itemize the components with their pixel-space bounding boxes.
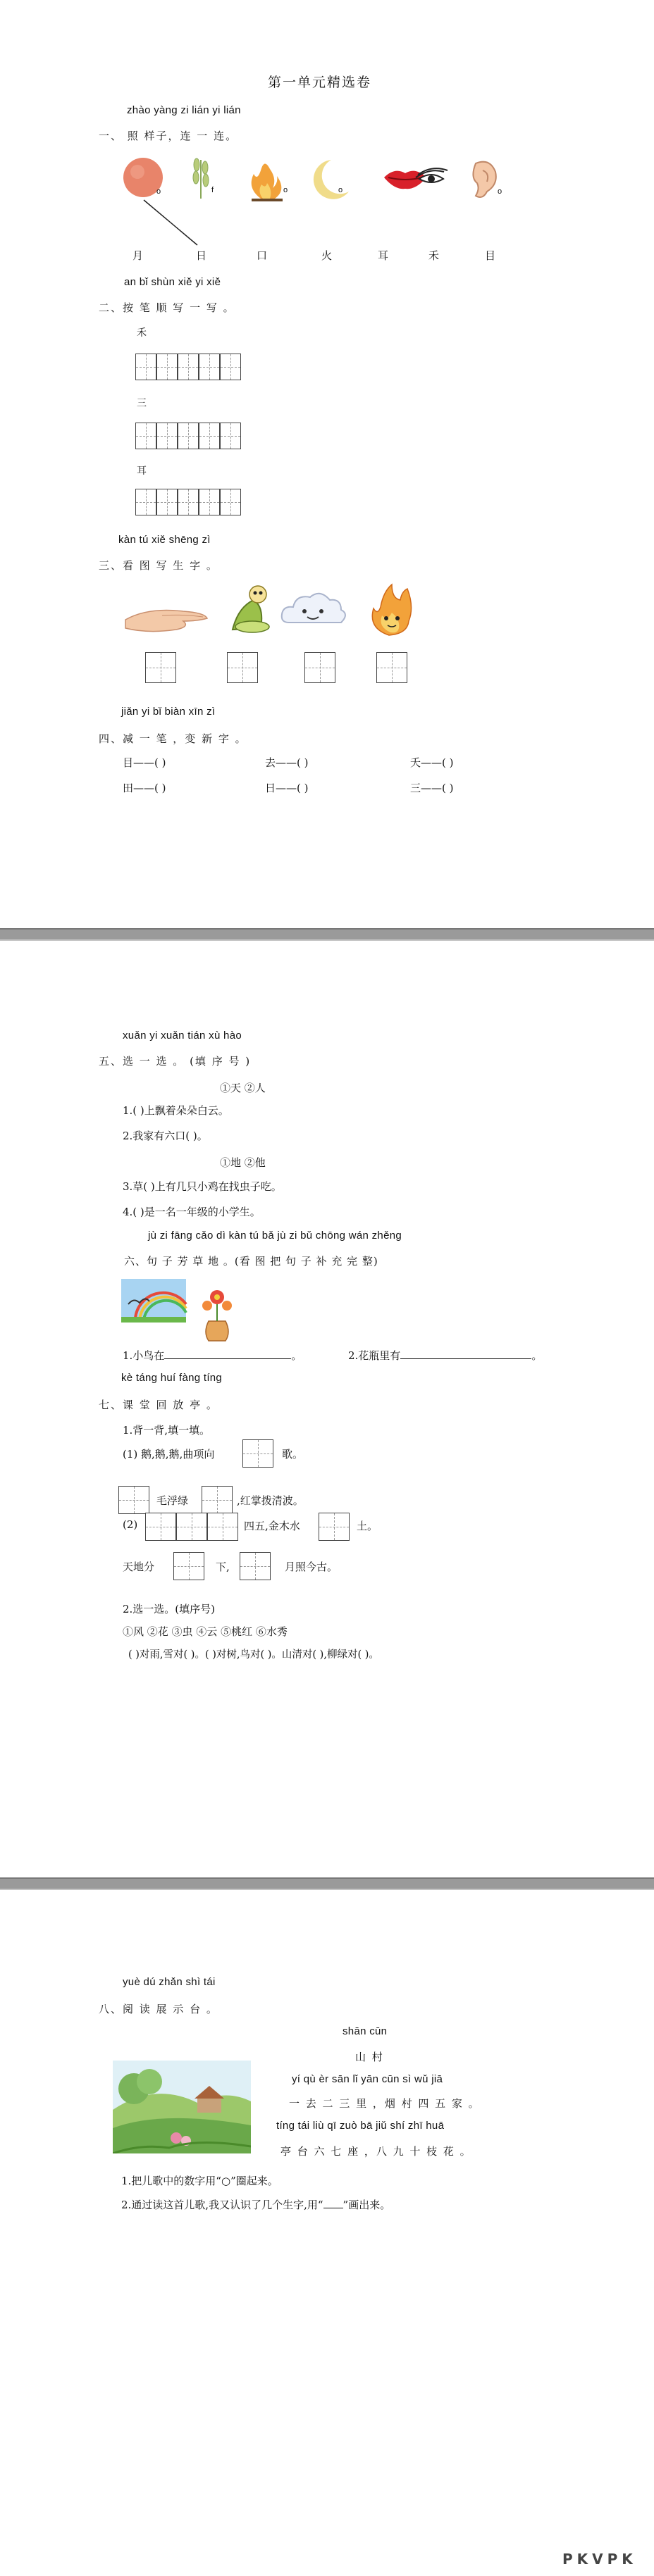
q5-sentence: 1.( )上飘着朵朵白云。 bbox=[123, 1104, 229, 1117]
q2-char-3: 耳 bbox=[137, 465, 148, 477]
q5-sentence: 3.草( )上有几只小鸡在找虫子吃。 bbox=[123, 1180, 282, 1193]
fire-face-icon bbox=[372, 584, 411, 635]
writing-box[interactable] bbox=[135, 489, 156, 515]
poem-line-2-pinyin: tíng tái liù qī zuò bā jiǔ shí zhī huā bbox=[276, 2120, 445, 2132]
village-illustration bbox=[113, 2061, 251, 2153]
q5-sentence: 4.( )是一名一年级的小学生。 bbox=[123, 1206, 261, 1218]
writing-box[interactable] bbox=[156, 354, 178, 380]
writing-box[interactable] bbox=[145, 1513, 176, 1541]
page-separator bbox=[0, 1877, 654, 1890]
writing-box[interactable] bbox=[207, 1513, 238, 1541]
q5-label: 五、选 一 选 。 (填 序 号 ) bbox=[99, 1055, 252, 1068]
q7-line-3a: (2) bbox=[123, 1518, 138, 1531]
moon-icon bbox=[314, 160, 349, 199]
writing-box[interactable] bbox=[319, 1513, 350, 1541]
writing-box[interactable] bbox=[135, 354, 156, 380]
writing-box[interactable] bbox=[227, 652, 258, 683]
poem-line-1-pinyin: yí qù èr sān lǐ yān cūn sì wǔ jiā bbox=[292, 2073, 443, 2085]
task-2-text-b: ”画出来。 bbox=[343, 2199, 391, 2211]
q7-line-1a: (1) 鹅,鹅,鹅,曲项向 bbox=[123, 1448, 215, 1461]
writing-box[interactable] bbox=[220, 423, 241, 449]
writing-box[interactable] bbox=[178, 354, 199, 380]
q5-sentence: 2.我家有六口( )。 bbox=[123, 1130, 208, 1142]
q7-line-4c: 月照今古。 bbox=[285, 1561, 338, 1573]
q7-line-1b: 歌。 bbox=[282, 1448, 304, 1461]
poem-title-pinyin: shān cūn bbox=[343, 2025, 388, 2037]
q7-line-2b: ,红掌拨清波。 bbox=[237, 1494, 304, 1507]
q4-pinyin: jiǎn yi bǐ biàn xīn zì bbox=[121, 706, 216, 718]
q4-item: 夭——( ) bbox=[410, 756, 454, 769]
writing-box[interactable] bbox=[145, 652, 176, 683]
q3-image-row bbox=[120, 579, 444, 644]
q4-label: 四、减 一 笔 ，变 新 字 。 bbox=[99, 732, 247, 745]
q1-char-7: 目 bbox=[485, 249, 498, 262]
writing-box[interactable] bbox=[304, 652, 335, 683]
poem-line-1: 一 去 二 三 里 ，烟 村 四 五 家 。 bbox=[289, 2097, 481, 2110]
watermark-logo: PKVPK bbox=[562, 2551, 637, 2568]
q8-pinyin: yuè dú zhǎn shì tái bbox=[123, 1976, 216, 1988]
q6-label: 六、句 子 芳 草 地 。(看 图 把 句 子 补 充 完 整) bbox=[124, 1255, 378, 1268]
q6-sentence-1-text: 1.小鸟在 bbox=[123, 1349, 165, 1362]
q1-char-4: 火 bbox=[321, 249, 334, 262]
q1-letter-5: o bbox=[498, 187, 502, 196]
q4-item: 日——( ) bbox=[265, 782, 309, 794]
q7-line-2a: 毛浮绿 bbox=[156, 1494, 189, 1507]
bird-rainbow-icon bbox=[121, 1279, 186, 1323]
task-1: 1.把儿歌中的数字用“○”圈起来。 bbox=[121, 2175, 278, 2187]
q6-image-row bbox=[121, 1276, 248, 1344]
writing-box[interactable] bbox=[376, 652, 407, 683]
q3-pinyin: kàn tú xiě shēng zì bbox=[118, 534, 211, 546]
writing-box[interactable] bbox=[156, 423, 178, 449]
hand-icon bbox=[125, 611, 207, 632]
answer-line[interactable] bbox=[400, 1349, 531, 1359]
writing-box[interactable] bbox=[202, 1486, 233, 1514]
ear-icon bbox=[473, 162, 495, 197]
q4-item: 三——( ) bbox=[410, 782, 454, 794]
q4-item: 田——( ) bbox=[123, 782, 166, 794]
q7-line-3c: 土。 bbox=[357, 1520, 378, 1532]
writing-box[interactable] bbox=[156, 489, 178, 515]
q1-char-2: 日 bbox=[196, 249, 209, 262]
q4-item: 目——( ) bbox=[123, 756, 166, 769]
q2-pinyin: an bǐ shùn xiě yi xiě bbox=[124, 276, 221, 288]
writing-box[interactable] bbox=[178, 423, 199, 449]
writing-box[interactable] bbox=[176, 1513, 207, 1541]
writing-box[interactable] bbox=[199, 423, 220, 449]
q7-sub-1: 1.背一背,填一填。 bbox=[123, 1424, 211, 1437]
q1-char-5: 耳 bbox=[378, 249, 390, 262]
q8-label: 八、阅 读 展 示 台 。 bbox=[99, 2003, 218, 2015]
q2-char-1: 禾 bbox=[137, 327, 148, 339]
writing-box[interactable] bbox=[178, 489, 199, 515]
writing-box[interactable] bbox=[242, 1439, 273, 1468]
q1-char-3: 口 bbox=[257, 249, 269, 262]
q5-options-1: ①天 ②人 bbox=[220, 1082, 266, 1094]
poem-line-2: 亭 台 六 七 座 ，八 九 十 枝 花 。 bbox=[280, 2145, 472, 2158]
flower-vase-icon bbox=[202, 1290, 232, 1341]
q7-line-4b: 下, bbox=[216, 1561, 230, 1573]
fire-icon bbox=[252, 163, 283, 200]
underline-sample bbox=[323, 2198, 343, 2208]
q7-line-3b: 四五,金木水 bbox=[244, 1520, 300, 1532]
page-title: 第一单元精选卷 bbox=[268, 75, 372, 90]
page-separator bbox=[0, 928, 654, 941]
q1-letter-3: o bbox=[283, 186, 288, 194]
cloud-icon bbox=[282, 594, 345, 623]
q7-pairs: ( )对雨,雪对( )。( )对树,鸟对( )。山清对( ),柳绿对( )。 bbox=[128, 1649, 379, 1661]
q5-options-2: ①地 ②他 bbox=[220, 1156, 266, 1169]
q1-letter-1: o bbox=[156, 187, 161, 196]
q1-letter-2: f bbox=[211, 186, 214, 194]
caterpillar-icon bbox=[233, 586, 269, 632]
wheat-icon bbox=[193, 158, 209, 199]
writing-box[interactable] bbox=[199, 489, 220, 515]
writing-box[interactable] bbox=[220, 354, 241, 380]
task-2-text-a: 2.通过读这首儿歌,我又认识了几个生字,用“ bbox=[121, 2199, 323, 2211]
q6-sentence-1: 1.小鸟在 。 bbox=[123, 1349, 302, 1362]
poem-title: 山 村 bbox=[355, 2051, 384, 2063]
q1-label: 一、 照 样子，连 一 连。 bbox=[99, 130, 238, 142]
q4-item: 去——( ) bbox=[265, 756, 309, 769]
q7-label: 七、课 堂 回 放 亭 。 bbox=[99, 1399, 218, 1411]
q1-char-1: 月 bbox=[132, 249, 145, 262]
writing-box[interactable] bbox=[220, 489, 241, 515]
q7-pinyin: kè táng huí fàng tíng bbox=[121, 1372, 223, 1384]
q1-letter-4: o bbox=[338, 186, 343, 194]
q2-label: 二、按 笔 顺 写 一 写 。 bbox=[99, 301, 235, 314]
q6-pinyin: jù zi fāng cǎo dì kàn tú bǎ jù zi bǔ chōng wán zhěng bbox=[148, 1230, 402, 1242]
writing-box[interactable] bbox=[173, 1552, 204, 1580]
writing-box[interactable] bbox=[240, 1552, 271, 1580]
q1-pinyin: zhào yàng zi lián yi lián bbox=[127, 104, 241, 116]
q6-sentence-2-text: 2.花瓶里有 bbox=[348, 1349, 401, 1362]
q7-sub-2: 2.选一选。(填序号) bbox=[123, 1603, 216, 1615]
writing-box[interactable] bbox=[118, 1486, 149, 1514]
q7-line-4a: 天地分 bbox=[123, 1561, 155, 1573]
q7-options: ①风 ②花 ③虫 ④云 ⑤桃红 ⑥水秀 bbox=[123, 1625, 288, 1638]
task-2 bbox=[121, 2197, 390, 2212]
q1-example-line bbox=[141, 199, 204, 248]
q6-sentence-2: 2.花瓶里有 。 bbox=[348, 1349, 543, 1362]
q2-char-2: 三 bbox=[137, 398, 148, 409]
answer-line[interactable] bbox=[164, 1349, 291, 1359]
q1-char-6: 禾 bbox=[428, 249, 441, 262]
q5-pinyin: xuǎn yi xuǎn tián xù hào bbox=[123, 1030, 242, 1042]
q3-label: 三、看 图 写 生 字 。 bbox=[99, 559, 218, 572]
writing-box[interactable] bbox=[135, 423, 156, 449]
writing-box[interactable] bbox=[199, 354, 220, 380]
